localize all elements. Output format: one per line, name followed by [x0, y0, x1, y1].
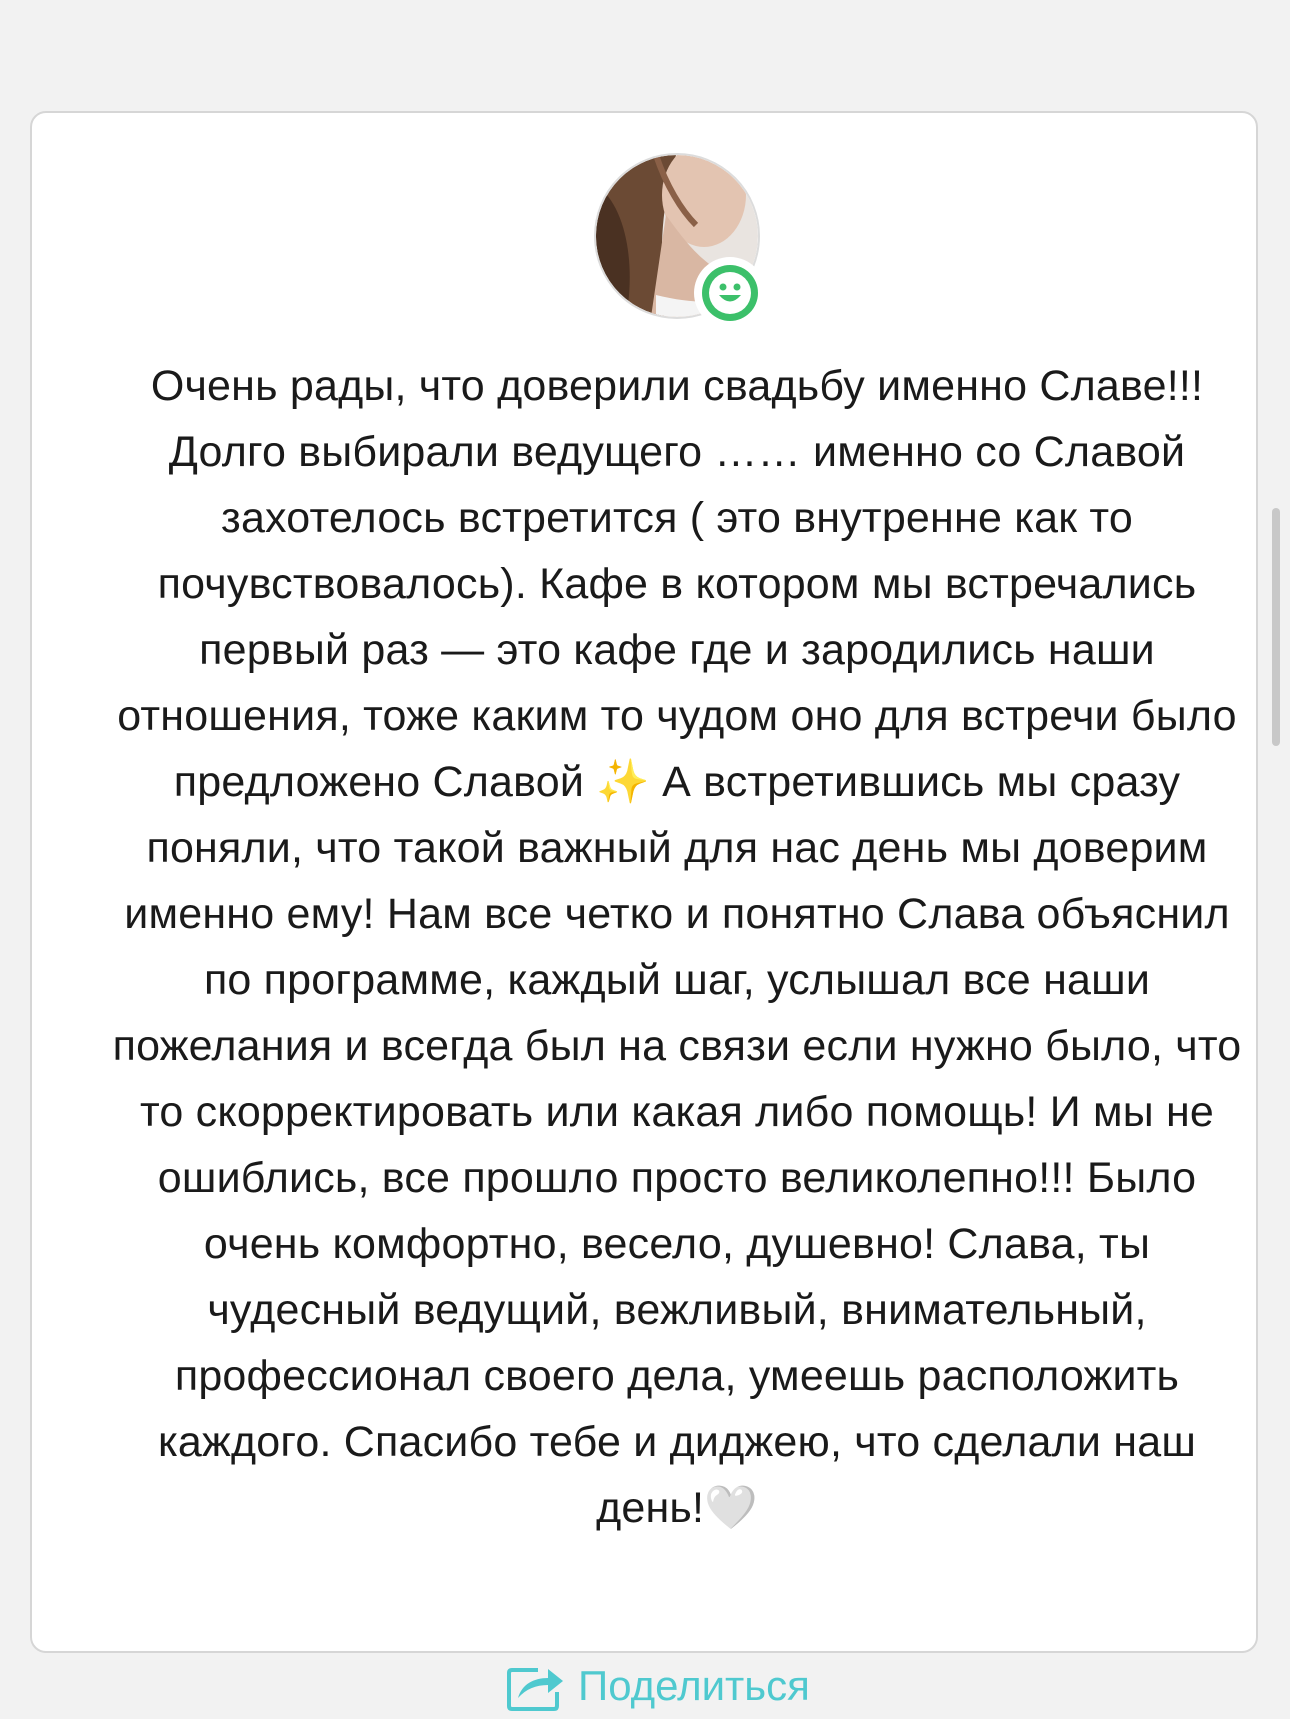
share-button[interactable] — [506, 1653, 810, 1719]
share-label: Поделиться — [578, 1662, 810, 1709]
share-icon — [506, 1660, 566, 1712]
review-card — [30, 111, 1258, 1709]
scrollbar[interactable] — [1272, 508, 1280, 746]
review-text: Очень рады, что доверили свадьбу именно Славе!!! Долго выбирали ведущего …… именно со Славой захотелось встретится ( это внутренне как то почувствовалось). Кафе в котором мы встречались первый раз — это кафе где и зародились наши отношения, тоже каким то чудом оно для встречи было предложено Славой ✨ А встретившись мы сразу поняли, что такой важный для нас день мы доверим именно ему! Нам все четко и понятно Слава объяснил по программе, каждый шаг, услышал все наши пожелания и всегда был на связи если нужно было, что то скорректировать или какая либо помощь! И мы не ошиблись, все прошло просто великолепно!!! Было очень комфортно, весело, душевно! Слава, ты чудесный ведущий, вежливый, внимательный, профессионал своего дела, умеешь расположить каждого. Спасибо тебе и диджею, что сделали наш день!🤍 — [112, 362, 1242, 1532]
smile-icon — [694, 257, 766, 329]
smile-badge — [694, 257, 766, 329]
reviewer-avatar-group — [594, 153, 760, 319]
